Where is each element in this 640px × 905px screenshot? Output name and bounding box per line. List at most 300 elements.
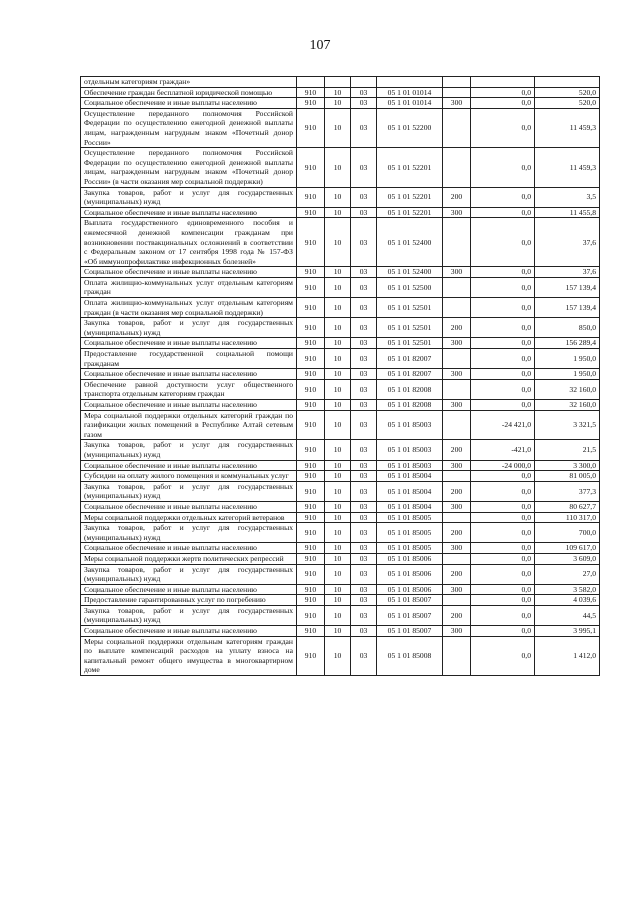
- subsection-code-cell: 03: [351, 349, 377, 369]
- change-amount-cell: -24 421,0: [471, 410, 535, 440]
- section-code-cell: 10: [325, 605, 351, 625]
- expense-type-cell: 300: [443, 460, 471, 471]
- total-amount-cell: 700,0: [535, 523, 600, 543]
- section-code-cell: 10: [325, 523, 351, 543]
- row-name-cell: Осуществление переданного полномочия Российской Федерации по осуществлению ежегодной денежной выплаты лицам, награжденным нагрудным знаком «Почетный донор России» (в части оказания мер социальной поддержки): [81, 148, 297, 187]
- section-code-cell: 10: [325, 298, 351, 318]
- admin-code-cell: 910: [297, 338, 325, 349]
- expense-type-cell: [443, 148, 471, 187]
- subsection-code-cell: 03: [351, 636, 377, 675]
- table-row: [81, 400, 600, 411]
- target-article-cell: 05 1 01 52400: [377, 218, 443, 267]
- section-code-cell: 10: [325, 460, 351, 471]
- table-row: [81, 318, 600, 338]
- section-code-cell: 10: [325, 553, 351, 564]
- total-amount-cell: 156 289,4: [535, 338, 600, 349]
- change-amount-cell: -421,0: [471, 440, 535, 460]
- admin-code-cell: 910: [297, 460, 325, 471]
- section-code-cell: 10: [325, 584, 351, 595]
- table-row: [81, 605, 600, 625]
- expense-type-cell: [443, 636, 471, 675]
- admin-code-cell: 910: [297, 605, 325, 625]
- expense-type-cell: 200: [443, 605, 471, 625]
- table-row: [81, 636, 600, 675]
- table-row: [81, 481, 600, 501]
- admin-code-cell: 910: [297, 636, 325, 675]
- subsection-code-cell: 03: [351, 605, 377, 625]
- subsection-code-cell: 03: [351, 543, 377, 554]
- target-article-cell: 05 1 01 85006: [377, 564, 443, 584]
- table-row: [81, 187, 600, 207]
- section-code-cell: 10: [325, 87, 351, 98]
- target-article-cell: 05 1 01 82008: [377, 379, 443, 399]
- expense-type-cell: [443, 379, 471, 399]
- admin-code-cell: 910: [297, 410, 325, 440]
- expense-type-cell: 200: [443, 481, 471, 501]
- row-name-cell: Меры социальной поддержки жертв политических репрессий: [81, 553, 297, 564]
- target-article-cell: 05 1 01 82008: [377, 400, 443, 411]
- row-name-cell: Закупка товаров, работ и услуг для государственных (муниципальных) нужд: [81, 523, 297, 543]
- admin-code-cell: 910: [297, 523, 325, 543]
- section-code-cell: [325, 77, 351, 88]
- admin-code-cell: 910: [297, 98, 325, 109]
- total-amount-cell: 3 609,0: [535, 553, 600, 564]
- target-article-cell: 05 1 01 52400: [377, 267, 443, 278]
- row-name-cell: Выплата государственного единовременного пособия и ежемесячной денежной компенсации гражданам при возникновении поствакцинальных осложнений в соответствии с Федеральным законом от 17 сентября 1998 года № 157-ФЗ «Об иммунопрофилактике инфекционных болезней»: [81, 218, 297, 267]
- section-code-cell: 10: [325, 400, 351, 411]
- table-row: [81, 369, 600, 380]
- row-name-cell: Социальное обеспечение и иные выплаты населению: [81, 460, 297, 471]
- total-amount-cell: 520,0: [535, 87, 600, 98]
- total-amount-cell: 1 412,0: [535, 636, 600, 675]
- section-code-cell: 10: [325, 98, 351, 109]
- total-amount-cell: 32 160,0: [535, 400, 600, 411]
- row-name-cell: Предоставление государственной социальной помощи гражданам: [81, 349, 297, 369]
- admin-code-cell: 910: [297, 584, 325, 595]
- change-amount-cell: 0,0: [471, 379, 535, 399]
- target-article-cell: 05 1 01 85008: [377, 636, 443, 675]
- subsection-code-cell: 03: [351, 207, 377, 218]
- table-row: [81, 148, 600, 187]
- change-amount-cell: 0,0: [471, 626, 535, 637]
- subsection-code-cell: 03: [351, 584, 377, 595]
- row-name-cell: Обеспечение равной доступности услуг общественного транспорта отдельным категориям граждан: [81, 379, 297, 399]
- change-amount-cell: 0,0: [471, 595, 535, 606]
- target-article-cell: 05 1 01 01014: [377, 98, 443, 109]
- admin-code-cell: 910: [297, 267, 325, 278]
- row-name-cell: Социальное обеспечение и иные выплаты населению: [81, 369, 297, 380]
- target-article-cell: 05 1 01 52201: [377, 148, 443, 187]
- expense-type-cell: [443, 277, 471, 297]
- target-article-cell: 05 1 01 85004: [377, 471, 443, 482]
- section-code-cell: 10: [325, 318, 351, 338]
- change-amount-cell: 0,0: [471, 267, 535, 278]
- table-row: [81, 338, 600, 349]
- expense-type-cell: 200: [443, 564, 471, 584]
- subsection-code-cell: 03: [351, 369, 377, 380]
- expense-type-cell: [443, 218, 471, 267]
- section-code-cell: 10: [325, 564, 351, 584]
- row-name-cell: Обеспечение граждан бесплатной юридической помощью: [81, 87, 297, 98]
- subsection-code-cell: 03: [351, 471, 377, 482]
- admin-code-cell: 910: [297, 553, 325, 564]
- total-amount-cell: 1 950,0: [535, 349, 600, 369]
- admin-code-cell: 910: [297, 349, 325, 369]
- total-amount-cell: 377,3: [535, 481, 600, 501]
- subsection-code-cell: 03: [351, 298, 377, 318]
- admin-code-cell: 910: [297, 187, 325, 207]
- row-name-cell: Субсидии на оплату жилого помещения и коммунальных услуг: [81, 471, 297, 482]
- admin-code-cell: 910: [297, 108, 325, 147]
- table-row: [81, 626, 600, 637]
- subsection-code-cell: 03: [351, 187, 377, 207]
- total-amount-cell: 157 139,4: [535, 298, 600, 318]
- expense-type-cell: 300: [443, 584, 471, 595]
- total-amount-cell: 3 995,1: [535, 626, 600, 637]
- subsection-code-cell: 03: [351, 626, 377, 637]
- admin-code-cell: 910: [297, 369, 325, 380]
- change-amount-cell: 0,0: [471, 338, 535, 349]
- section-code-cell: 10: [325, 471, 351, 482]
- subsection-code-cell: 03: [351, 440, 377, 460]
- row-name-cell: Осуществление переданного полномочия Российской Федерации по осуществлению ежегодной денежной выплаты лицам, награжденным нагрудным знаком «Почетный донор России»: [81, 108, 297, 147]
- admin-code-cell: 910: [297, 298, 325, 318]
- admin-code-cell: 910: [297, 379, 325, 399]
- table-row: [81, 501, 600, 512]
- target-article-cell: 05 1 01 85007: [377, 605, 443, 625]
- target-article-cell: 05 1 01 85007: [377, 595, 443, 606]
- page-number: 107: [309, 38, 331, 53]
- table-row: [81, 98, 600, 109]
- table-row: [81, 553, 600, 564]
- expense-type-cell: 300: [443, 543, 471, 554]
- subsection-code-cell: 03: [351, 553, 377, 564]
- table-row: [81, 108, 600, 147]
- budget-table: [80, 76, 600, 676]
- table-row: [81, 267, 600, 278]
- row-name-cell: Социальное обеспечение и иные выплаты населению: [81, 584, 297, 595]
- total-amount-cell: 3 321,5: [535, 410, 600, 440]
- total-amount-cell: 110 317,0: [535, 512, 600, 523]
- change-amount-cell: 0,0: [471, 369, 535, 380]
- target-article-cell: 05 1 01 85003: [377, 440, 443, 460]
- expense-type-cell: 200: [443, 440, 471, 460]
- expense-type-cell: [443, 87, 471, 98]
- row-name-cell: Социальное обеспечение и иные выплаты населению: [81, 543, 297, 554]
- section-code-cell: 10: [325, 218, 351, 267]
- change-amount-cell: 0,0: [471, 318, 535, 338]
- row-name-cell: Социальное обеспечение и иные выплаты населению: [81, 501, 297, 512]
- section-code-cell: 10: [325, 501, 351, 512]
- target-article-cell: 05 1 01 85005: [377, 512, 443, 523]
- section-code-cell: 10: [325, 543, 351, 554]
- section-code-cell: 10: [325, 148, 351, 187]
- target-article-cell: 05 1 01 85006: [377, 584, 443, 595]
- admin-code-cell: 910: [297, 148, 325, 187]
- total-amount-cell: 3 582,0: [535, 584, 600, 595]
- row-name-cell: Закупка товаров, работ и услуг для государственных (муниципальных) нужд: [81, 481, 297, 501]
- expense-type-cell: 300: [443, 369, 471, 380]
- total-amount-cell: 520,0: [535, 98, 600, 109]
- row-name-cell: Оплата жилищно-коммунальных услуг отдельным категориям граждан (в части оказания мер социальной поддержки): [81, 298, 297, 318]
- subsection-code-cell: 03: [351, 481, 377, 501]
- admin-code-cell: 910: [297, 277, 325, 297]
- target-article-cell: 05 1 01 52500: [377, 277, 443, 297]
- row-name-cell: Закупка товаров, работ и услуг для государственных (муниципальных) нужд: [81, 564, 297, 584]
- table-row: [81, 87, 600, 98]
- admin-code-cell: 910: [297, 87, 325, 98]
- section-code-cell: 10: [325, 481, 351, 501]
- subsection-code-cell: 03: [351, 277, 377, 297]
- table-row: [81, 523, 600, 543]
- change-amount-cell: 0,0: [471, 277, 535, 297]
- target-article-cell: 05 1 01 85006: [377, 553, 443, 564]
- admin-code-cell: 910: [297, 626, 325, 637]
- target-article-cell: 05 1 01 01014: [377, 87, 443, 98]
- total-amount-cell: 4 039,6: [535, 595, 600, 606]
- expense-type-cell: [443, 410, 471, 440]
- row-name-cell: Социальное обеспечение и иные выплаты населению: [81, 400, 297, 411]
- change-amount-cell: 0,0: [471, 400, 535, 411]
- change-amount-cell: 0,0: [471, 523, 535, 543]
- subsection-code-cell: 03: [351, 338, 377, 349]
- change-amount-cell: 0,0: [471, 605, 535, 625]
- budget-table-body: [81, 77, 600, 676]
- table-row: [81, 218, 600, 267]
- expense-type-cell: 300: [443, 501, 471, 512]
- row-name-cell: Закупка товаров, работ и услуг для государственных (муниципальных) нужд: [81, 605, 297, 625]
- change-amount-cell: 0,0: [471, 543, 535, 554]
- expense-type-cell: [443, 77, 471, 88]
- total-amount-cell: 21,5: [535, 440, 600, 460]
- row-name-cell: Закупка товаров, работ и услуг для государственных (муниципальных) нужд: [81, 318, 297, 338]
- target-article-cell: 05 1 01 52501: [377, 298, 443, 318]
- subsection-code-cell: 03: [351, 400, 377, 411]
- table-row: [81, 543, 600, 554]
- table-row: [81, 410, 600, 440]
- expense-type-cell: [443, 553, 471, 564]
- table-row: [81, 564, 600, 584]
- change-amount-cell: 0,0: [471, 501, 535, 512]
- row-name-cell: Мера социальной поддержки отдельных категорий граждан по газификации жилых помещений в Республике Алтай сетевым газом: [81, 410, 297, 440]
- target-article-cell: 05 1 01 85004: [377, 501, 443, 512]
- row-name-cell: Социальное обеспечение и иные выплаты населению: [81, 98, 297, 109]
- table-row: [81, 349, 600, 369]
- table-row: [81, 440, 600, 460]
- change-amount-cell: 0,0: [471, 207, 535, 218]
- total-amount-cell: 109 617,0: [535, 543, 600, 554]
- change-amount-cell: 0,0: [471, 98, 535, 109]
- table-row: [81, 595, 600, 606]
- target-article-cell: 05 1 01 52201: [377, 207, 443, 218]
- subsection-code-cell: 03: [351, 108, 377, 147]
- expense-type-cell: 300: [443, 338, 471, 349]
- admin-code-cell: 910: [297, 207, 325, 218]
- total-amount-cell: 1 950,0: [535, 369, 600, 380]
- admin-code-cell: 910: [297, 564, 325, 584]
- target-article-cell: 05 1 01 52200: [377, 108, 443, 147]
- subsection-code-cell: 03: [351, 410, 377, 440]
- subsection-code-cell: 03: [351, 379, 377, 399]
- table-row: [81, 207, 600, 218]
- section-code-cell: 10: [325, 636, 351, 675]
- subsection-code-cell: 03: [351, 512, 377, 523]
- admin-code-cell: 910: [297, 595, 325, 606]
- section-code-cell: 10: [325, 410, 351, 440]
- change-amount-cell: 0,0: [471, 187, 535, 207]
- subsection-code-cell: 03: [351, 564, 377, 584]
- admin-code-cell: [297, 77, 325, 88]
- total-amount-cell: 3,5: [535, 187, 600, 207]
- expense-type-cell: [443, 595, 471, 606]
- change-amount-cell: 0,0: [471, 553, 535, 564]
- expense-type-cell: 300: [443, 626, 471, 637]
- change-amount-cell: 0,0: [471, 584, 535, 595]
- admin-code-cell: 910: [297, 218, 325, 267]
- row-name-cell: Меры социальной поддержки отдельных категорий ветеранов: [81, 512, 297, 523]
- expense-type-cell: [443, 349, 471, 369]
- section-code-cell: 10: [325, 512, 351, 523]
- target-article-cell: 05 1 01 85003: [377, 460, 443, 471]
- section-code-cell: 10: [325, 349, 351, 369]
- total-amount-cell: 44,5: [535, 605, 600, 625]
- table-row: [81, 298, 600, 318]
- admin-code-cell: 910: [297, 471, 325, 482]
- expense-type-cell: 200: [443, 187, 471, 207]
- section-code-cell: 10: [325, 267, 351, 278]
- subsection-code-cell: [351, 77, 377, 88]
- change-amount-cell: 0,0: [471, 481, 535, 501]
- subsection-code-cell: 03: [351, 148, 377, 187]
- subsection-code-cell: 03: [351, 501, 377, 512]
- target-article-cell: 05 1 01 85005: [377, 543, 443, 554]
- change-amount-cell: 0,0: [471, 218, 535, 267]
- section-code-cell: 10: [325, 277, 351, 297]
- target-article-cell: [377, 77, 443, 88]
- total-amount-cell: 37,6: [535, 267, 600, 278]
- row-name-cell: Закупка товаров, работ и услуг для государственных (муниципальных) нужд: [81, 440, 297, 460]
- row-name-cell: Социальное обеспечение и иные выплаты населению: [81, 626, 297, 637]
- table-row: [81, 512, 600, 523]
- total-amount-cell: 157 139,4: [535, 277, 600, 297]
- expense-type-cell: 300: [443, 207, 471, 218]
- subsection-code-cell: 03: [351, 595, 377, 606]
- table-row: [81, 584, 600, 595]
- target-article-cell: 05 1 01 85007: [377, 626, 443, 637]
- change-amount-cell: 0,0: [471, 636, 535, 675]
- admin-code-cell: 910: [297, 543, 325, 554]
- row-name-cell: Предоставление гарантированных услуг по погребению: [81, 595, 297, 606]
- change-amount-cell: [471, 77, 535, 88]
- change-amount-cell: 0,0: [471, 87, 535, 98]
- section-code-cell: 10: [325, 626, 351, 637]
- target-article-cell: 05 1 01 82007: [377, 349, 443, 369]
- row-name-cell: Социальное обеспечение и иные выплаты населению: [81, 267, 297, 278]
- admin-code-cell: 910: [297, 512, 325, 523]
- section-code-cell: 10: [325, 595, 351, 606]
- target-article-cell: 05 1 01 85004: [377, 481, 443, 501]
- table-row: [81, 277, 600, 297]
- subsection-code-cell: 03: [351, 87, 377, 98]
- target-article-cell: 05 1 01 85003: [377, 410, 443, 440]
- target-article-cell: 05 1 01 52501: [377, 338, 443, 349]
- expense-type-cell: 200: [443, 318, 471, 338]
- section-code-cell: 10: [325, 369, 351, 380]
- table-row: [81, 460, 600, 471]
- admin-code-cell: 910: [297, 400, 325, 411]
- section-code-cell: 10: [325, 187, 351, 207]
- expense-type-cell: [443, 298, 471, 318]
- target-article-cell: 05 1 01 52201: [377, 187, 443, 207]
- change-amount-cell: -24 000,0: [471, 460, 535, 471]
- section-code-cell: 10: [325, 440, 351, 460]
- row-name-cell: отдельным категориям граждан»: [81, 77, 297, 88]
- expense-type-cell: [443, 471, 471, 482]
- table-row: [81, 77, 600, 88]
- subsection-code-cell: 03: [351, 218, 377, 267]
- expense-type-cell: 300: [443, 400, 471, 411]
- change-amount-cell: 0,0: [471, 349, 535, 369]
- total-amount-cell: 850,0: [535, 318, 600, 338]
- row-name-cell: Закупка товаров, работ и услуг для государственных (муниципальных) нужд: [81, 187, 297, 207]
- row-name-cell: Социальное обеспечение и иные выплаты населению: [81, 207, 297, 218]
- subsection-code-cell: 03: [351, 523, 377, 543]
- subsection-code-cell: 03: [351, 98, 377, 109]
- total-amount-cell: [535, 77, 600, 88]
- section-code-cell: 10: [325, 379, 351, 399]
- total-amount-cell: 27,0: [535, 564, 600, 584]
- table-row: [81, 471, 600, 482]
- total-amount-cell: 80 627,7: [535, 501, 600, 512]
- total-amount-cell: 3 300,0: [535, 460, 600, 471]
- row-name-cell: Меры социальной поддержки отдельным категориям граждан по выплате компенсаций расходов на уплату взноса на капитальный ремонт общего имущества в многоквартирном доме: [81, 636, 297, 675]
- expense-type-cell: 300: [443, 98, 471, 109]
- admin-code-cell: 910: [297, 318, 325, 338]
- total-amount-cell: 32 160,0: [535, 379, 600, 399]
- change-amount-cell: 0,0: [471, 298, 535, 318]
- expense-type-cell: [443, 512, 471, 523]
- subsection-code-cell: 03: [351, 460, 377, 471]
- subsection-code-cell: 03: [351, 318, 377, 338]
- total-amount-cell: 11 455,8: [535, 207, 600, 218]
- total-amount-cell: 37,6: [535, 218, 600, 267]
- admin-code-cell: 910: [297, 481, 325, 501]
- section-code-cell: 10: [325, 338, 351, 349]
- change-amount-cell: 0,0: [471, 471, 535, 482]
- change-amount-cell: 0,0: [471, 512, 535, 523]
- change-amount-cell: 0,0: [471, 148, 535, 187]
- change-amount-cell: 0,0: [471, 564, 535, 584]
- section-code-cell: 10: [325, 108, 351, 147]
- expense-type-cell: [443, 108, 471, 147]
- row-name-cell: Социальное обеспечение и иные выплаты населению: [81, 338, 297, 349]
- change-amount-cell: 0,0: [471, 108, 535, 147]
- target-article-cell: 05 1 01 52501: [377, 318, 443, 338]
- expense-type-cell: 200: [443, 523, 471, 543]
- total-amount-cell: 81 005,0: [535, 471, 600, 482]
- admin-code-cell: 910: [297, 440, 325, 460]
- admin-code-cell: 910: [297, 501, 325, 512]
- target-article-cell: 05 1 01 85005: [377, 523, 443, 543]
- total-amount-cell: 11 459,3: [535, 148, 600, 187]
- table-row: [81, 379, 600, 399]
- row-name-cell: Оплата жилищно-коммунальных услуг отдельным категориям граждан: [81, 277, 297, 297]
- section-code-cell: 10: [325, 207, 351, 218]
- expense-type-cell: 300: [443, 267, 471, 278]
- target-article-cell: 05 1 01 82007: [377, 369, 443, 380]
- subsection-code-cell: 03: [351, 267, 377, 278]
- total-amount-cell: 11 459,3: [535, 108, 600, 147]
